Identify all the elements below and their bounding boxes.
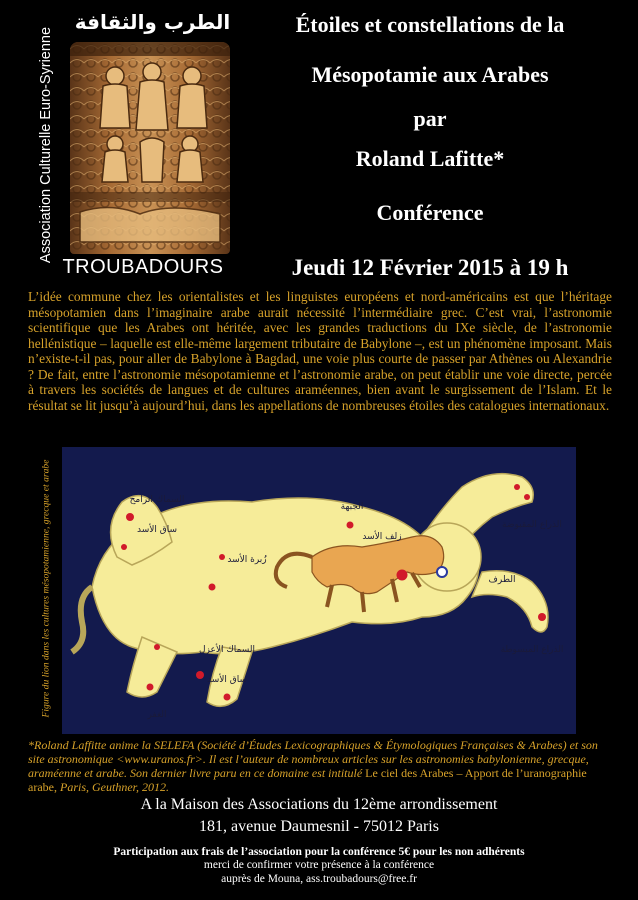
fees-notice: Participation aux frais de l’association pour la conférence 5€ pour les non adhérents xyxy=(113,846,525,858)
ivory-carving-image xyxy=(70,42,230,254)
label-ghafr: الغفر xyxy=(147,710,167,720)
association-logo xyxy=(28,10,233,278)
speaker-name: Roland Lafitte* xyxy=(355,146,505,171)
label-zulf: زلف الأسد xyxy=(362,532,402,542)
title-by: par xyxy=(413,106,447,131)
label-zubra: زُبرة الأسد xyxy=(227,555,267,565)
label-dhira-maqbuda: الذراع المقبوضة xyxy=(502,520,562,530)
label-simak-azal: السماك الأعزل xyxy=(198,645,256,655)
author-note xyxy=(28,738,612,794)
title-line-2: Mésopotamie aux Arabes xyxy=(311,62,549,87)
label-saq-asad-2: ساق الأسد xyxy=(206,675,248,685)
label-tarf: الطرف xyxy=(488,575,516,585)
event-type: Conférence xyxy=(376,200,484,225)
title-line-1: Étoiles et constellations de la xyxy=(295,12,565,37)
logo-vertical-text: Association Culturelle Euro-Syrienne xyxy=(38,26,54,264)
event-date: Jeudi 12 Février 2015 à 19 h xyxy=(291,255,569,280)
abstract-paragraph: L’idée commune chez les orientalistes et les linguistes européens et nord-américains est que l’héritage mésopotamien dans l’imaginaire arabe aurait nécessité l’intermédiaire grec. C’est vrai, l’astronomie scientifique que les Arabes ont héritée, avec les grandes traductions du IXe siècle, de l’astronomie hellénistique – laquelle est elle-même largement tributaire de Babylone –, est un phénomène imposant. Mais n’existe-t-il pas, pour aller de Babylone à Bagdad, une voie plus courte de passer par Athènes ou Alexandrie ? De fait, entre l’astronomie mésopotamienne et l’astronomie arabe, on peut établir une voie directe, percée à travers les sociétés de langues et de cultures araméennes, bien avant le surgissement de l’Islam. Et le résultat se lit jusqu’à aujourd’hui, dans les appellations de nombreuses étoiles des catalogues internationaux. xyxy=(28,289,612,413)
label-saq-asad-1: ساق الأسد xyxy=(136,525,178,535)
confirm-notice: merci de confirmer votre présence à la conférence xyxy=(203,859,435,871)
contact-line: auprès de Mouna, ass.troubadours@free.fr xyxy=(221,873,417,885)
book-publisher: Paris, Geuthner, 2012. xyxy=(56,780,169,794)
author-note-text: *Roland Laffitte anime la SELEFA (Société d’Études Lexicographiques & Étymologiques Françaises & Arabes) et son site astronomique <www.uranos.fr>. Il est l’auteur de nombreux articles sur les astronomies babylonienne, grecque, araméenne et arabe. Son dernier livre paru en ce domaine est intitulé xyxy=(28,738,598,780)
book-title: Le ciel des Arabes – Apport de l’uranographie arabe, xyxy=(28,766,587,794)
label-jabha: الجبهة xyxy=(340,502,364,512)
figure-caption-text: Figure du lion dans les cultures mésopotamienne, grecque et arabe xyxy=(40,459,52,718)
figure-caption xyxy=(31,447,57,734)
venue-address: 181, avenue Daumesnil - 75012 Paris xyxy=(199,818,439,835)
logo-wordmark: TROUBADOURS xyxy=(62,256,224,278)
venue-line-1: A la Maison des Associations du 12ème arrondissement xyxy=(140,796,498,813)
label-dhira-mabsuta: الذراع المبسوطة xyxy=(500,645,564,655)
lion-constellation-figure xyxy=(62,447,576,734)
logo-arabic-name: الطرب والثقافة xyxy=(74,10,231,34)
label-simak-ramih: السماك الرامح xyxy=(129,495,185,505)
